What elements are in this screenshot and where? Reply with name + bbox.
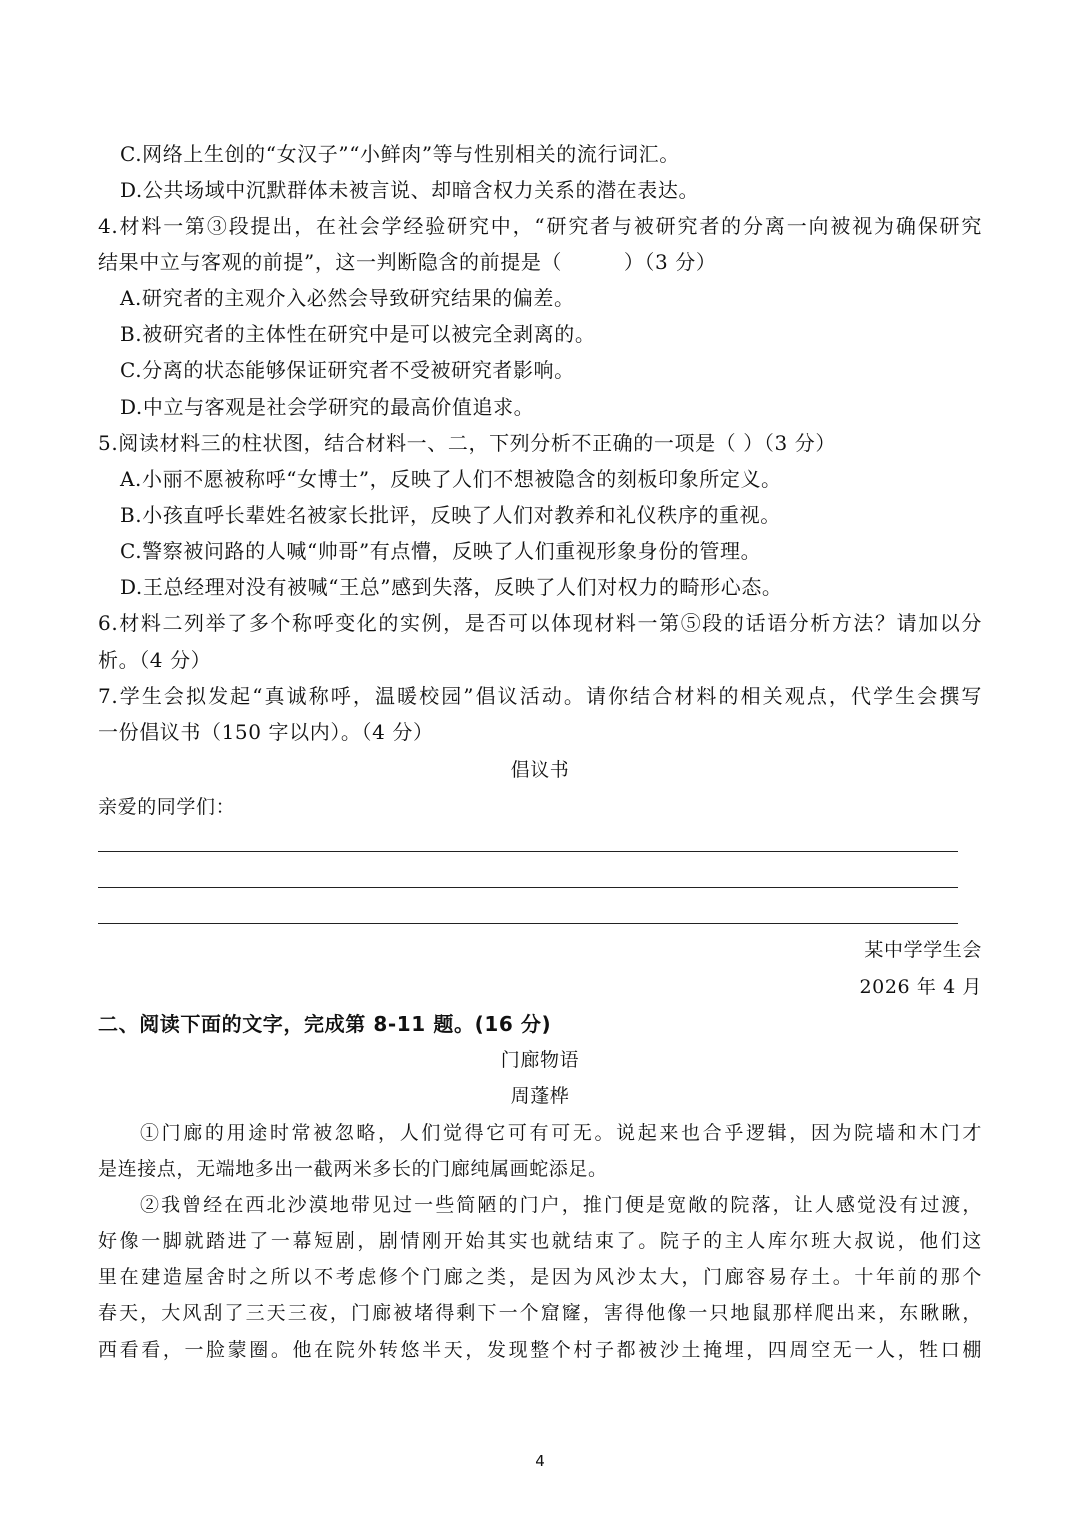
- q6-stem-line1: 6.材料二列举了多个称呼变化的实例，是否可以体现材料一第⑤段的话语分析方法？请加以分: [98, 611, 982, 635]
- answer-line-3: [98, 923, 958, 924]
- article-title: 门廊物语: [500, 1049, 580, 1071]
- q4-stem-line1: 4.材料一第③段提出，在社会学经验研究中，“研究者与被研究者的分离一向被视为确保研究: [98, 214, 982, 238]
- q5-option-c: C.警察被问路的人喊“帅哥”有点懵，反映了人们重视形象身份的管理。: [120, 539, 762, 563]
- proposal-date: 2026 年 4 月: [859, 976, 982, 998]
- paragraph-2-line1: ②我曾经在西北沙漠地带见过一些简陋的门户，推门便是宽敞的院落，让人感觉没有过渡，: [140, 1194, 982, 1216]
- proposal-signature: 某中学学生会: [864, 939, 982, 961]
- q4-option-d: D.中立与客观是社会学研究的最高价值追求。: [120, 395, 535, 419]
- proposal-greeting: 亲爱的同学们：: [98, 796, 236, 818]
- q4-option-c: C.分离的状态能够保证研究者不受被研究者影响。: [120, 358, 575, 382]
- q5-option-b: B.小孩直呼长辈姓名被家长批评，反映了人们对教养和礼仪秩序的重视。: [120, 503, 781, 527]
- q4-option-b: B.被研究者的主体性在研究中是可以被完全剥离的。: [120, 322, 596, 346]
- paragraph-1-line2: 是连接点，无端地多出一截两米多长的门廊纯属画蛇添足。: [98, 1158, 608, 1180]
- q5-option-d: D.王总经理对没有被喊“王总”感到失落，反映了人们对权力的畸形心态。: [120, 575, 783, 599]
- q5-option-a: A.小丽不愿被称呼“女博士”，反映了人们不想被隐含的刻板印象所定义。: [120, 467, 782, 491]
- section2-heading: 二、阅读下面的文字，完成第 8-11 题。(16 分): [98, 1012, 552, 1036]
- answer-line-2: [98, 887, 958, 888]
- q4-stem-line2: 结果中立与客观的前提”，这一判断隐含的前提是（ ）（3 分）: [98, 250, 717, 274]
- paragraph-2-line4: 春天，大风刮了三天三夜，门廊被堵得剩下一个窟窿，害得他像一只地鼠那样爬出来，东瞅瞅，: [98, 1302, 982, 1324]
- paragraph-2-line2: 好像一脚就踏进了一幕短剧，剧情刚开始其实也就结束了。院子的主人库尔班大叔说，他们这: [98, 1230, 982, 1252]
- q3-option-c: C.网络上生创的“女汉子”“小鲜肉”等与性别相关的流行词汇。: [120, 142, 680, 166]
- q4-option-a: A.研究者的主观介入必然会导致研究结果的偏差。: [120, 286, 575, 310]
- paragraph-1-line1: ①门廊的用途时常被忽略，人们觉得它可有可无。说起来也合乎逻辑，因为院墙和木门才: [140, 1122, 982, 1144]
- q5-stem: 5.阅读材料三的柱状图，结合材料一、二，下列分析不正确的一项是（ ）（3 分）: [98, 431, 836, 455]
- proposal-title: 倡议书: [510, 759, 570, 781]
- page-number: 4: [535, 1452, 545, 1470]
- q6-stem-line2: 析。（4 分）: [98, 648, 212, 672]
- paragraph-2-line3: 里在建造屋舍时之所以不考虑修个门廊之类，是因为风沙太大，门廊容易存土。十年前的那个: [98, 1266, 982, 1288]
- article-author: 周蓬桦: [510, 1085, 570, 1107]
- q3-option-d: D.公共场域中沉默群体未被言说、却暗含权力关系的潜在表达。: [120, 178, 700, 202]
- q7-stem-line1: 7.学生会拟发起“真诚称呼，温暖校园”倡议活动。请你结合材料的相关观点，代学生会撰写: [98, 684, 982, 708]
- paragraph-2-line5: 西看看，一脸蒙圈。他在院外转悠半天，发现整个村子都被沙土掩埋，四周空无一人，牲口棚: [98, 1339, 982, 1361]
- q7-stem-line2: 一份倡议书（150 字以内）。（4 分）: [98, 720, 434, 744]
- answer-line-1: [98, 851, 958, 852]
